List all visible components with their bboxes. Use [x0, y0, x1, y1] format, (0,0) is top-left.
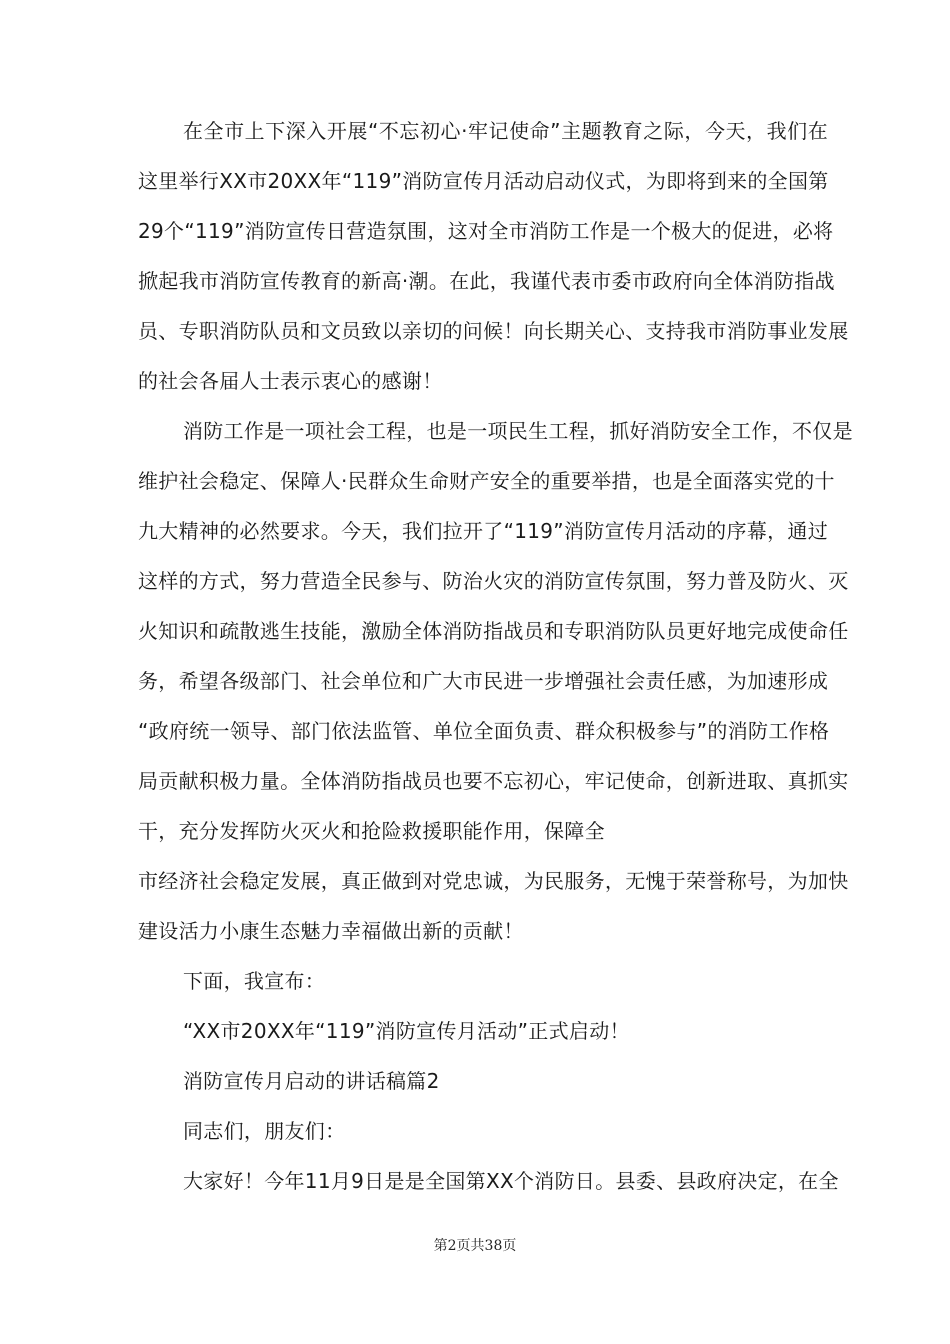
paragraph-line: 建设活力小康生态魅力幸福做出新的贡献！ — [138, 919, 524, 943]
paragraph-line: 务，希望各级部门、社会单位和广大市民进一步增强社会责任感，为加速形成 — [138, 669, 829, 693]
paragraph-line: 下面，我宣布： — [183, 969, 326, 993]
paragraph-line: 大家好！今年11月9日是是全国第XX个消防日。县委、县政府决定，在全 — [183, 1169, 839, 1193]
paragraph-line: 火知识和疏散逃生技能，激励全体消防指战员和专职消防队员更好地完成使命任 — [138, 619, 849, 643]
paragraph-line: 员、专职消防队员和文员致以亲切的问候！向长期关心、支持我市消防事业发展 — [138, 319, 849, 343]
paragraph-line: 局贡献积极力量。全体消防指战员也要不忘初心，牢记使命，创新进取、真抓实 — [138, 769, 849, 793]
paragraph-line: 市经济社会稳定发展，真正做到对党忠诚，为民服务，无愧于荣誉称号，为加快 — [138, 869, 849, 893]
salutation: 同志们，朋友们： — [183, 1119, 346, 1143]
paragraph-line: “政府统一领导、部门依法监管、单位全面负责、群众积极参与”的消防工作格 — [138, 719, 830, 743]
paragraph-line: 九大精神的必然要求。今天，我们拉开了“119”消防宣传月活动的序幕，通过 — [138, 519, 828, 543]
paragraph-line: “XX市20XX年“119”消防宣传月活动”正式启动！ — [183, 1019, 630, 1043]
paragraph-line: 干，充分发挥防火灭火和抢险救援职能作用，保障全 — [138, 819, 605, 843]
paragraph-line: 29个“119”消防宣传日营造氛围，这对全市消防工作是一个极大的促进，必将 — [138, 219, 834, 243]
paragraph-line: 掀起我市消防宣传教育的新高·潮。在此，我谨代表市委市政府向全体消防指战 — [138, 269, 835, 293]
paragraph-line: 消防工作是一项社会工程，也是一项民生工程，抓好消防安全工作，不仅是 — [183, 419, 853, 443]
page-number-footer: 第2页共38页 — [433, 1238, 517, 1254]
paragraph-line: 在全市上下深入开展“不忘初心·牢记使命”主题教育之际，今天，我们在 — [183, 119, 828, 143]
paragraph-line: 维护社会稳定、保障人·民群众生命财产安全的重要举措，也是全面落实党的十 — [138, 469, 835, 493]
section-heading: 消防宣传月启动的讲话稿篇2 — [183, 1069, 440, 1093]
paragraph-line: 的社会各届人士表示衷心的感谢！ — [138, 369, 443, 393]
paragraph-line: 这里举行XX市20XX年“119”消防宣传月活动启动仪式，为即将到来的全国第 — [138, 169, 829, 193]
paragraph-line: 这样的方式，努力营造全民参与、防治火灾的消防宣传氛围，努力普及防火、灭 — [138, 569, 849, 593]
